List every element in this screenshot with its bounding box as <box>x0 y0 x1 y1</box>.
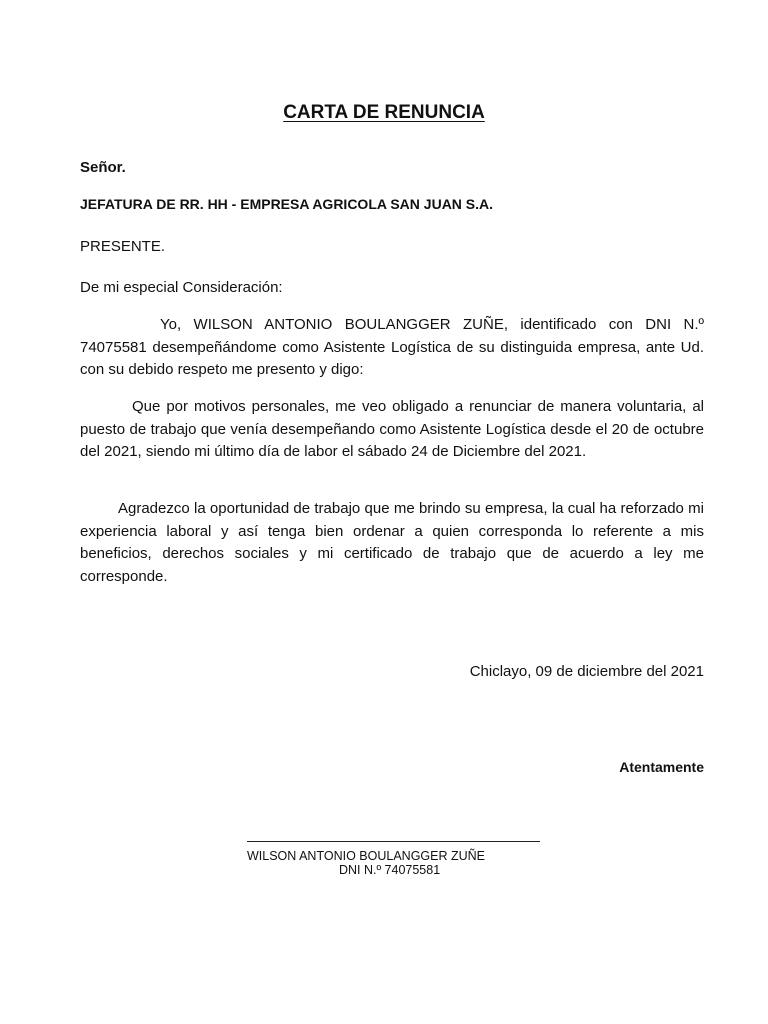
signature-line <box>247 841 540 842</box>
paragraph-intro: Yo, WILSON ANTONIO BOULANGGER ZUÑE, identificado con DNI N.º 74075581 desempeñándome como Asistente Logística de su distinguida empresa, ante Ud. con su debido respeto me presento y digo: <box>80 316 704 378</box>
greeting: De mi especial Consideración: <box>80 279 283 296</box>
signature-dni: DNI N.º 74075581 <box>339 863 441 877</box>
signature-name: WILSON ANTONIO BOULANGGER ZUÑE <box>247 849 486 863</box>
closing: Atentamente <box>619 759 704 775</box>
paragraph-resignation: Que por motivos personales, me veo obligado a renunciar de manera voluntaria, al puesto de trabajo que venía desempeñando como Asistente Logística desde el 20 de octubre del 2021, siendo mi último día de labor el sábado 24 de Diciembre del 2021. <box>80 398 704 460</box>
recipient: JEFATURA DE RR. HH - EMPRESA AGRICOLA SAN JUAN S.A. <box>80 196 494 212</box>
letter-title: CARTA DE RENUNCIA <box>283 102 485 123</box>
salutation: Señor. <box>80 159 126 176</box>
place-date: Chiclayo, 09 de diciembre del 2021 <box>469 663 704 680</box>
paragraph-thanks: Agradezco la oportunidad de trabajo que me brindo su empresa, la cual ha reforzado mi experiencia laboral y así tenga bien ordenar a quien corresponda lo referente a mis beneficios, derechos sociales y mi certificado de trabajo que de acuerdo a ley me corresponde. <box>80 500 704 585</box>
presente: PRESENTE. <box>80 238 166 255</box>
